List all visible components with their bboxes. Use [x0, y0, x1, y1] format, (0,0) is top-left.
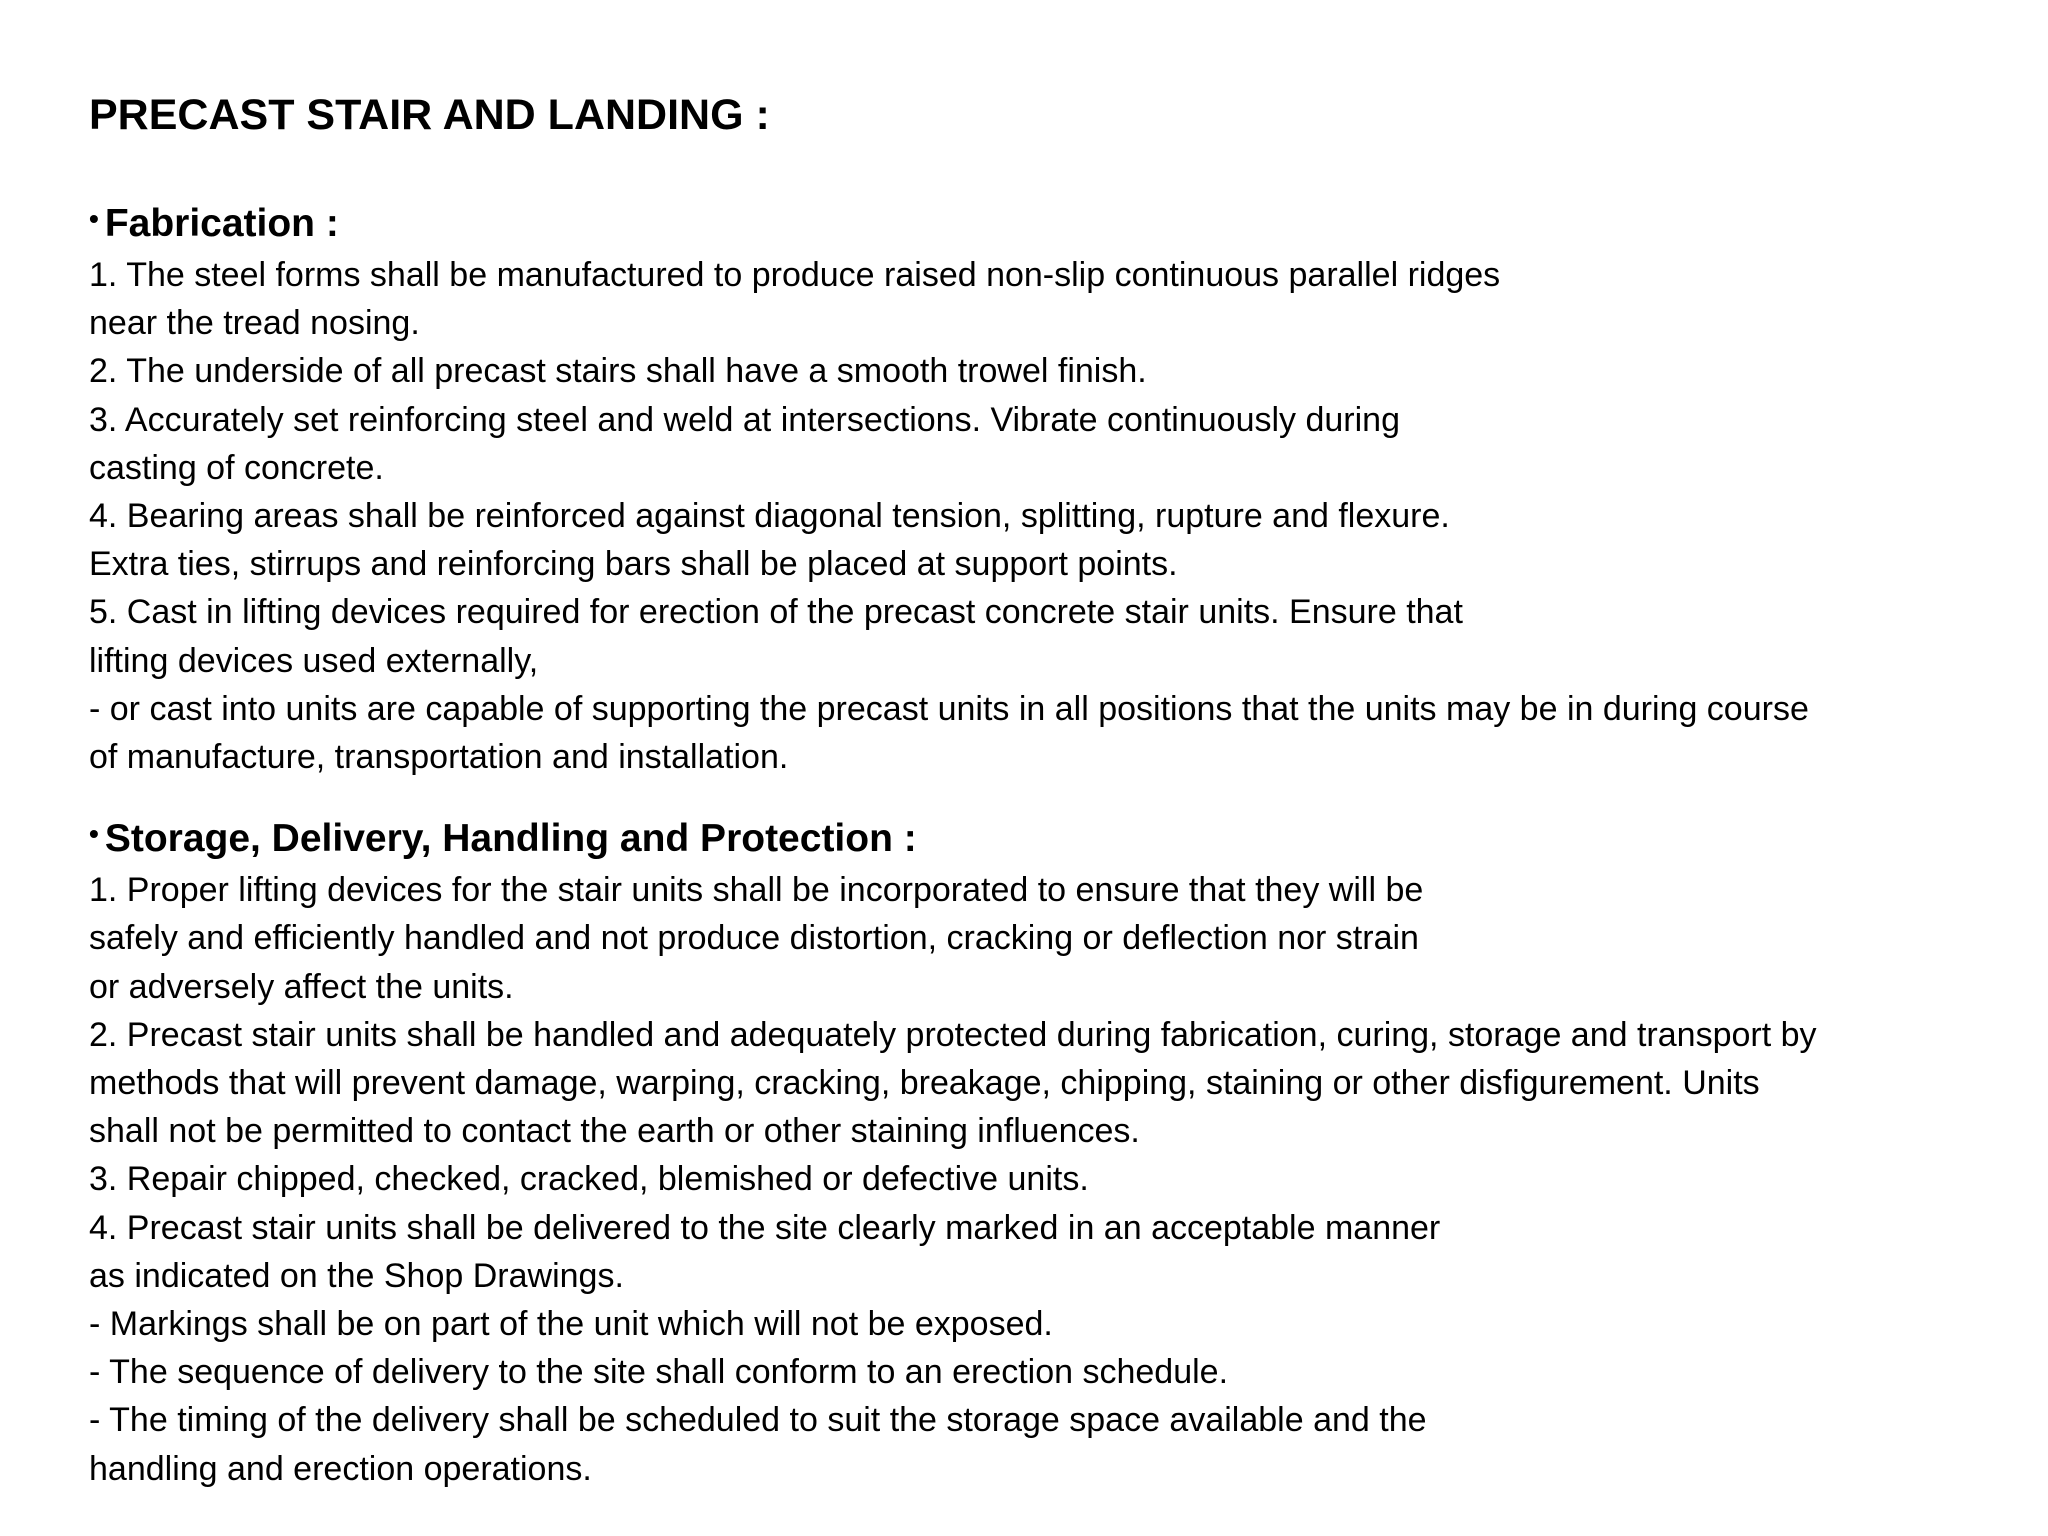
text-line: Extra ties, stirrups and reinforcing bars shall be placed at support points. — [89, 545, 1178, 584]
section-heading-text: Storage, Delivery, Handling and Protection : — [104, 817, 917, 861]
text-line: shall not be permitted to contact the earth or other staining influences. — [89, 1112, 1140, 1151]
text-line: lifting devices used externally, — [89, 641, 539, 680]
text-line: as indicated on the Shop Drawings. — [89, 1256, 624, 1295]
text-line: - or cast into units are capable of supporting the precast units in all positions that the units may be in during course — [89, 689, 1809, 728]
text-line: - The timing of the delivery shall be scheduled to suit the storage space available and the — [89, 1401, 1427, 1440]
text-line: safely and efficiently handled and not produce distortion, cracking or deflection nor strain — [89, 919, 1419, 958]
text-line: 3. Repair chipped, checked, cracked, blemished or defective units. — [89, 1160, 1089, 1199]
document-title: PRECAST STAIR AND LANDING : — [89, 91, 770, 139]
text-line: 1. The steel forms shall be manufactured to produce raised non-slip continuous parallel ridges — [89, 256, 1501, 294]
text-line: of manufacture, transportation and installation. — [89, 738, 789, 777]
text-line: 2. The underside of all precast stairs shall have a smooth trowel finish. — [89, 352, 1147, 391]
text-line: 3. Accurately set reinforcing steel and weld at intersections. Vibrate continuously during — [89, 400, 1400, 439]
text-line: 5. Cast in lifting devices required for erection of the precast concrete stair units. Ensure that — [89, 593, 1463, 632]
section-fabrication — [89, 192, 2009, 781]
text-line: 4. Bearing areas shall be reinforced against diagonal tension, splitting, rupture and flexure. — [89, 497, 1450, 536]
section-heading — [89, 807, 2009, 866]
text-line: near the tread nosing. — [89, 304, 420, 343]
bullet-icon: • — [89, 818, 99, 850]
section-heading — [89, 192, 2009, 251]
text-line: casting of concrete. — [89, 448, 384, 487]
text-line: handling and erection operations. — [89, 1449, 592, 1488]
text-line: 1. Proper lifting devices for the stair units shall be incorporated to ensure that they will be — [89, 871, 1424, 910]
text-line: 4. Precast stair units shall be delivered to the site clearly marked in an acceptable manner — [89, 1208, 1441, 1247]
bullet-icon: • — [89, 203, 99, 234]
text-line: - The sequence of delivery to the site shall conform to an erection schedule. — [89, 1353, 1229, 1392]
document-page — [89, 86, 2009, 1493]
text-line: - Markings shall be on part of the unit which will not be exposed. — [89, 1305, 1053, 1344]
section-heading-text: Fabrication : — [104, 202, 339, 245]
text-line: methods that will prevent damage, warping, cracking, breakage, chipping, staining or other disfigurement. Units — [89, 1064, 1760, 1103]
section-storage-delivery — [89, 807, 2009, 1493]
text-line: 2. Precast stair units shall be handled and adequately protected during fabrication, curing, storage and transport by — [89, 1015, 1817, 1054]
text-line: or adversely affect the units. — [89, 967, 514, 1006]
